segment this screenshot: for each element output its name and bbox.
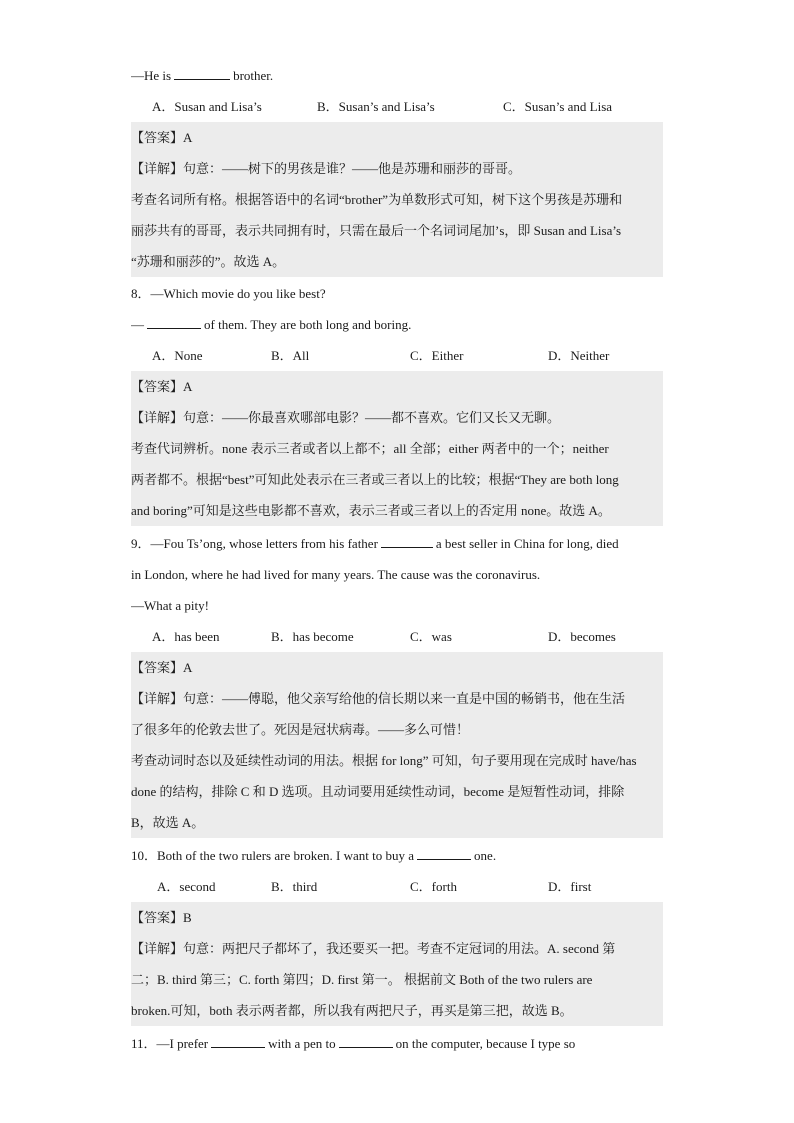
q10-answer: 【答案】B: [131, 902, 663, 933]
q9-stem-line2: in London, where he had lived for many years. The cause was the coronavirus.: [131, 567, 541, 582]
answer-blank: [339, 1030, 393, 1048]
q9-option-b: B．has become: [271, 629, 354, 644]
q7-option-c: C．Susan’s and Lisa: [503, 99, 613, 114]
q8-option-d: D．Neither: [548, 348, 610, 363]
q8-option-a: A．None: [152, 348, 203, 363]
q9-explanation-line: done 的结构，排除 C 和 D 选项。且动词要用延续性动词，become 是短暂性动词，排除: [131, 776, 663, 807]
q7-options: [131, 91, 663, 122]
q9-stem-line3: —What a pity!: [131, 598, 209, 613]
q8-stem-pre: —: [131, 317, 144, 332]
answer-blank: [147, 311, 201, 329]
q7-explanation-line: 【详解】句意：——树下的男孩是谁？——他是苏珊和丽莎的哥哥。: [131, 153, 663, 184]
q9-explanation-line: B，故选 A。: [131, 807, 663, 838]
q11-stem-c: on the computer, because I type so: [395, 1036, 576, 1051]
q7-explanation-line: 丽莎共有的哥哥，表示共同拥有时，只需在最后一个名词词尾加’s，即 Susan and Lisa’s: [131, 215, 663, 246]
q9-answer: 【答案】A: [131, 652, 663, 683]
answer-blank: [211, 1030, 265, 1048]
q8-stem-line1: 8．—Which movie do you like best?: [131, 286, 326, 301]
q9-options: [131, 621, 663, 652]
q9-option-d: D．becomes: [548, 629, 616, 644]
q10-stem-post: one.: [474, 848, 497, 863]
q10-explanation-line: broken.可知，both 表示两者都，所以我有两把尺子，再买是第三把，故选 B。: [131, 995, 663, 1026]
q11-stem-a: 11．—I prefer: [131, 1036, 209, 1051]
q7-stem-pre: —He is: [131, 68, 172, 83]
q9-option-a: A．has been: [152, 629, 220, 644]
q7-explanation-line: 考查名词所有格。根据答语中的名词“brother”为单数形式可知，树下这个男孩是苏珊和: [131, 184, 663, 215]
q9-stem-post: a best seller in China for long, died: [435, 536, 619, 551]
q11-stem-b: with a pen to: [268, 1036, 336, 1051]
q7-option-b: B．Susan’s and Lisa’s: [317, 99, 435, 114]
q8-explanation-line: 【详解】句意：——你最喜欢哪部电影？——都不喜欢。它们又长又无聊。: [131, 402, 663, 433]
q8-option-b: B．All: [271, 348, 310, 363]
q10-stem: [131, 840, 663, 871]
q9-explanation-line: 【详解】句意：——傅聪，他父亲写给他的信长期以来一直是中国的畅销书，他在生活: [131, 683, 663, 714]
q8-option-c: C．Either: [410, 348, 464, 363]
q9-explanation-line: 了很多年的伦敦去世了。死因是冠状病毒。——多么可惜！: [131, 714, 663, 745]
q8-explanation-line: 两者都不。根据“best”可知此处表示在三者或三者以上的比较；根据“They are both long: [131, 464, 663, 495]
q7-option-a: A．Susan and Lisa’s: [152, 99, 262, 114]
q11-stem: [131, 1028, 663, 1059]
q7-stem-post: brother.: [233, 68, 274, 83]
q8-explanation-line: and boring”可知是这些电影都不喜欢，表示三者或三者以上的否定用 none。故选 A。: [131, 495, 663, 526]
q7-explanation-line: “苏珊和丽莎的”。故选 A。: [131, 246, 663, 277]
q9-stem-line1: [131, 528, 663, 559]
q10-option-d: D．first: [548, 879, 592, 894]
q10-option-b: B．third: [271, 879, 318, 894]
q8-stem-line2: [131, 309, 663, 340]
answer-blank: [174, 62, 230, 80]
q8-options: [131, 340, 663, 371]
answer-blank: [417, 842, 471, 860]
q9-explanation-line: 考查动词时态以及延续性动词的用法。根据 for long” 可知，句子要用现在完成时 have/has: [131, 745, 663, 776]
q10-option-a: A．second: [157, 879, 216, 894]
q10-explanation-line: 【详解】句意：两把尺子都坏了，我还要买一把。考查不定冠词的用法。A. second 第: [131, 933, 663, 964]
q10-stem-pre: 10．Both of the two rulers are broken. I want to buy a: [131, 848, 415, 863]
q9-stem-pre: 9．—Fou Ts’ong, whose letters from his father: [131, 536, 378, 551]
q8-explanation-line: 考查代词辨析。none 表示三者或者以上都不；all 全部；either 两者中的一个；neither: [131, 433, 663, 464]
q9-option-c: C．was: [410, 629, 452, 644]
q10-options: [131, 871, 663, 902]
q8-answer: 【答案】A: [131, 371, 663, 402]
q8-stem-post: of them. They are both long and boring.: [204, 317, 412, 332]
q7-answer: 【答案】A: [131, 122, 663, 153]
q10-option-c: C．forth: [410, 879, 457, 894]
answer-blank: [381, 530, 433, 548]
q10-explanation-line: 二；B. third 第三；C. forth 第四；D. first 第一。 根据前文 Both of the two rulers are: [131, 964, 663, 995]
q7-stem: [131, 60, 663, 91]
